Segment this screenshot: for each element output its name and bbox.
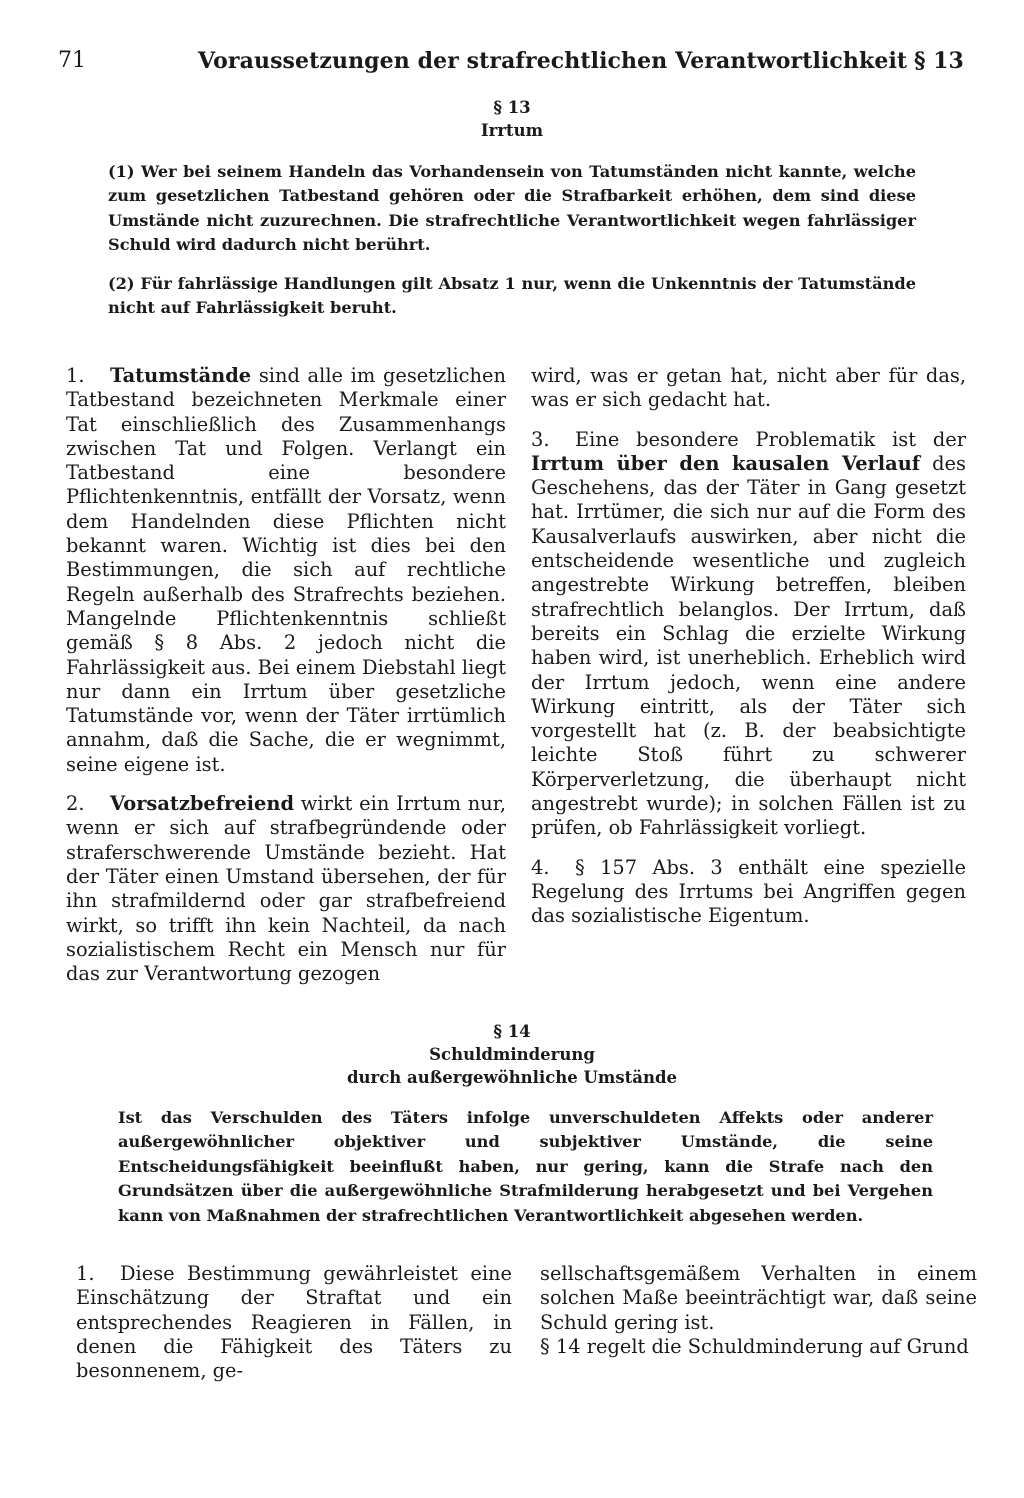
section-14-commentary-right (540, 1262, 977, 1359)
section-14-title-line-1: Schuldminderung (429, 1045, 595, 1064)
item-text: Eine besondere Problematik ist der (575, 427, 966, 451)
section-13-commentary-right (531, 364, 966, 929)
item-text: wird, was er getan hat, nicht aber für das, was er sich gedacht hat. (531, 364, 966, 412)
item-text: des Geschehens, das der Täter in Gang gesetzt hat. Irrtümer, die sich nur auf die Form des Kausalverlaufs auswirken, aber nicht die entscheidende wesentliche und zugleich angestrebte Wirkung betreffen, bleiben strafrechtlich belanglos. Der Irrtum, daß bereits ein Schlag die erzielte Wirkung haben wird, ist unerheblich. Erheblich wird der Irrtum jedoch, wenn eine andere Wirkung eintritt, als der Täter sich vorgestellt hat (z. B. der beabsichtigte leichte Stoß führt zu schwerer Körperverletzung, die überhaupt nicht angestrebt wurde); in solchen Fällen ist zu prüfen, ob Fahrlässigkeit vorliegt. (531, 451, 966, 840)
section-13-number: § 13 (493, 98, 531, 117)
page-number: 71 (58, 48, 86, 73)
commentary-item (531, 428, 966, 841)
norm-paragraph-2: (2) Für fahrlässige Handlungen gilt Absatz 1 nur, wenn die Unkenntnis der Tatumstände nicht auf Fahrlässigkeit beruht. (108, 273, 916, 318)
section-13-title: Irrtum (480, 121, 544, 140)
item-number: 2. (66, 792, 85, 816)
item-number: 1. (76, 1262, 95, 1285)
commentary-item (66, 364, 506, 777)
keyword: Irrtum über den kausalen Verlauf (531, 451, 921, 475)
item-number: 4. (531, 855, 550, 879)
section-14-number: § 14 (493, 1022, 531, 1041)
item-text: wirkt ein Irrtum nur, wenn er sich auf strafbegründende oder straferschwerende Umstände bezieht. Hat der Täter einen Umstand übersehen, der für ihn strafmildernd oder gar strafbefreiend wirkt, so trifft ihn kein Nachteil, da nach sozialistischem Recht ein Mensch nur für das zur Verantwortung gezogen (66, 792, 506, 986)
commentary-item: sellschaftsgemäßem Verhalten in einem solchen Maße beeinträchtigt war, daß seine Schuld gering ist. (540, 1262, 977, 1334)
section-14-heading (0, 1020, 1024, 1089)
item-text: Diese Bestimmung gewährleistet eine Einschätzung der Straftat und ein entsprechendes Reagieren in Fällen, in denen die Fähigkeit des Täters zu besonnenem, ge- (76, 1262, 512, 1383)
norm-paragraph: Ist das Verschulden des Täters infolge unverschuldeten Affekts oder anderer außergewöhnlicher objektiver und subjektiver Umstände, die seine Entscheidungsfähigkeit beeinflußt haben, nur gering, kann die Strafe nach den Grundsätzen über die außergewöhnliche Strafmilderung herabgesetzt und bei Vergehen kann von Maßnahmen der strafrechtlichen Verantwortlichkeit abgesehen werden. (118, 1108, 933, 1225)
item-text: § 157 Abs. 3 enthält eine spezielle Regelung des Irrtums bei Angriffen gegen das sozialistische Eigentum. (531, 855, 966, 928)
section-13-norm (108, 160, 916, 320)
section-14-norm (118, 1106, 933, 1228)
section-14-commentary-left (76, 1262, 512, 1383)
item-number: 1. (66, 364, 85, 387)
norm-paragraph-1: (1) Wer bei seinem Handeln das Vorhandensein von Tatumständen nicht kannte, welche zum gesetzlichen Tatbestand gehören oder die Strafbarkeit erhöhen, dem sind diese Umstände nicht zuzurechnen. Die strafrechtliche Verantwortlichkeit wegen fahrlässiger Schuld wird dadurch nicht berührt. (108, 162, 916, 255)
commentary-item (76, 1262, 512, 1383)
keyword: Tatumstände (110, 364, 252, 387)
item-number: 3. (531, 427, 550, 451)
commentary-item (66, 792, 506, 986)
commentary-item (531, 364, 966, 413)
keyword: Vorsatzbefreiend (110, 792, 295, 816)
item-text: sind alle im gesetzlichen Tatbestand bezeichneten Merkmale einer Tat einschließlich des Zusammenhangs zwischen Tat und Folgen. Verlangt ein Tatbestand eine besondere Pflichtenkenntnis, entfällt der Vorsatz, wenn dem Handelnden diese Pflichten nicht bekannt waren. Wichtig ist dies bei den Bestimmungen, die sich auf rechtliche Regeln außerhalb des Strafrechts beziehen. Mangelnde Pflichtenkenntnis schließt gemäß § 8 Abs. 2 jedoch nicht die Fahrlässigkeit aus. Bei einem Diebstahl liegt nur dann ein Irrtum über gesetzliche Tatumstände vor, wenn der Täter irrtümlich annahm, daß die Sache, die er wegnimmt, seine eigene ist. (66, 364, 506, 776)
section-14-title-line-2: durch außergewöhnliche Umstände (347, 1068, 677, 1087)
section-13-heading (0, 96, 1024, 142)
running-head (0, 44, 1024, 80)
commentary-item: § 14 regelt die Schuldminderung auf Grund (540, 1334, 969, 1358)
commentary-item (531, 856, 966, 929)
section-13-commentary-left (66, 364, 506, 986)
running-head-section: § 13 (914, 48, 964, 74)
running-head-title: Voraussetzungen der strafrechtlichen Verantwortlichkeit (198, 48, 908, 74)
